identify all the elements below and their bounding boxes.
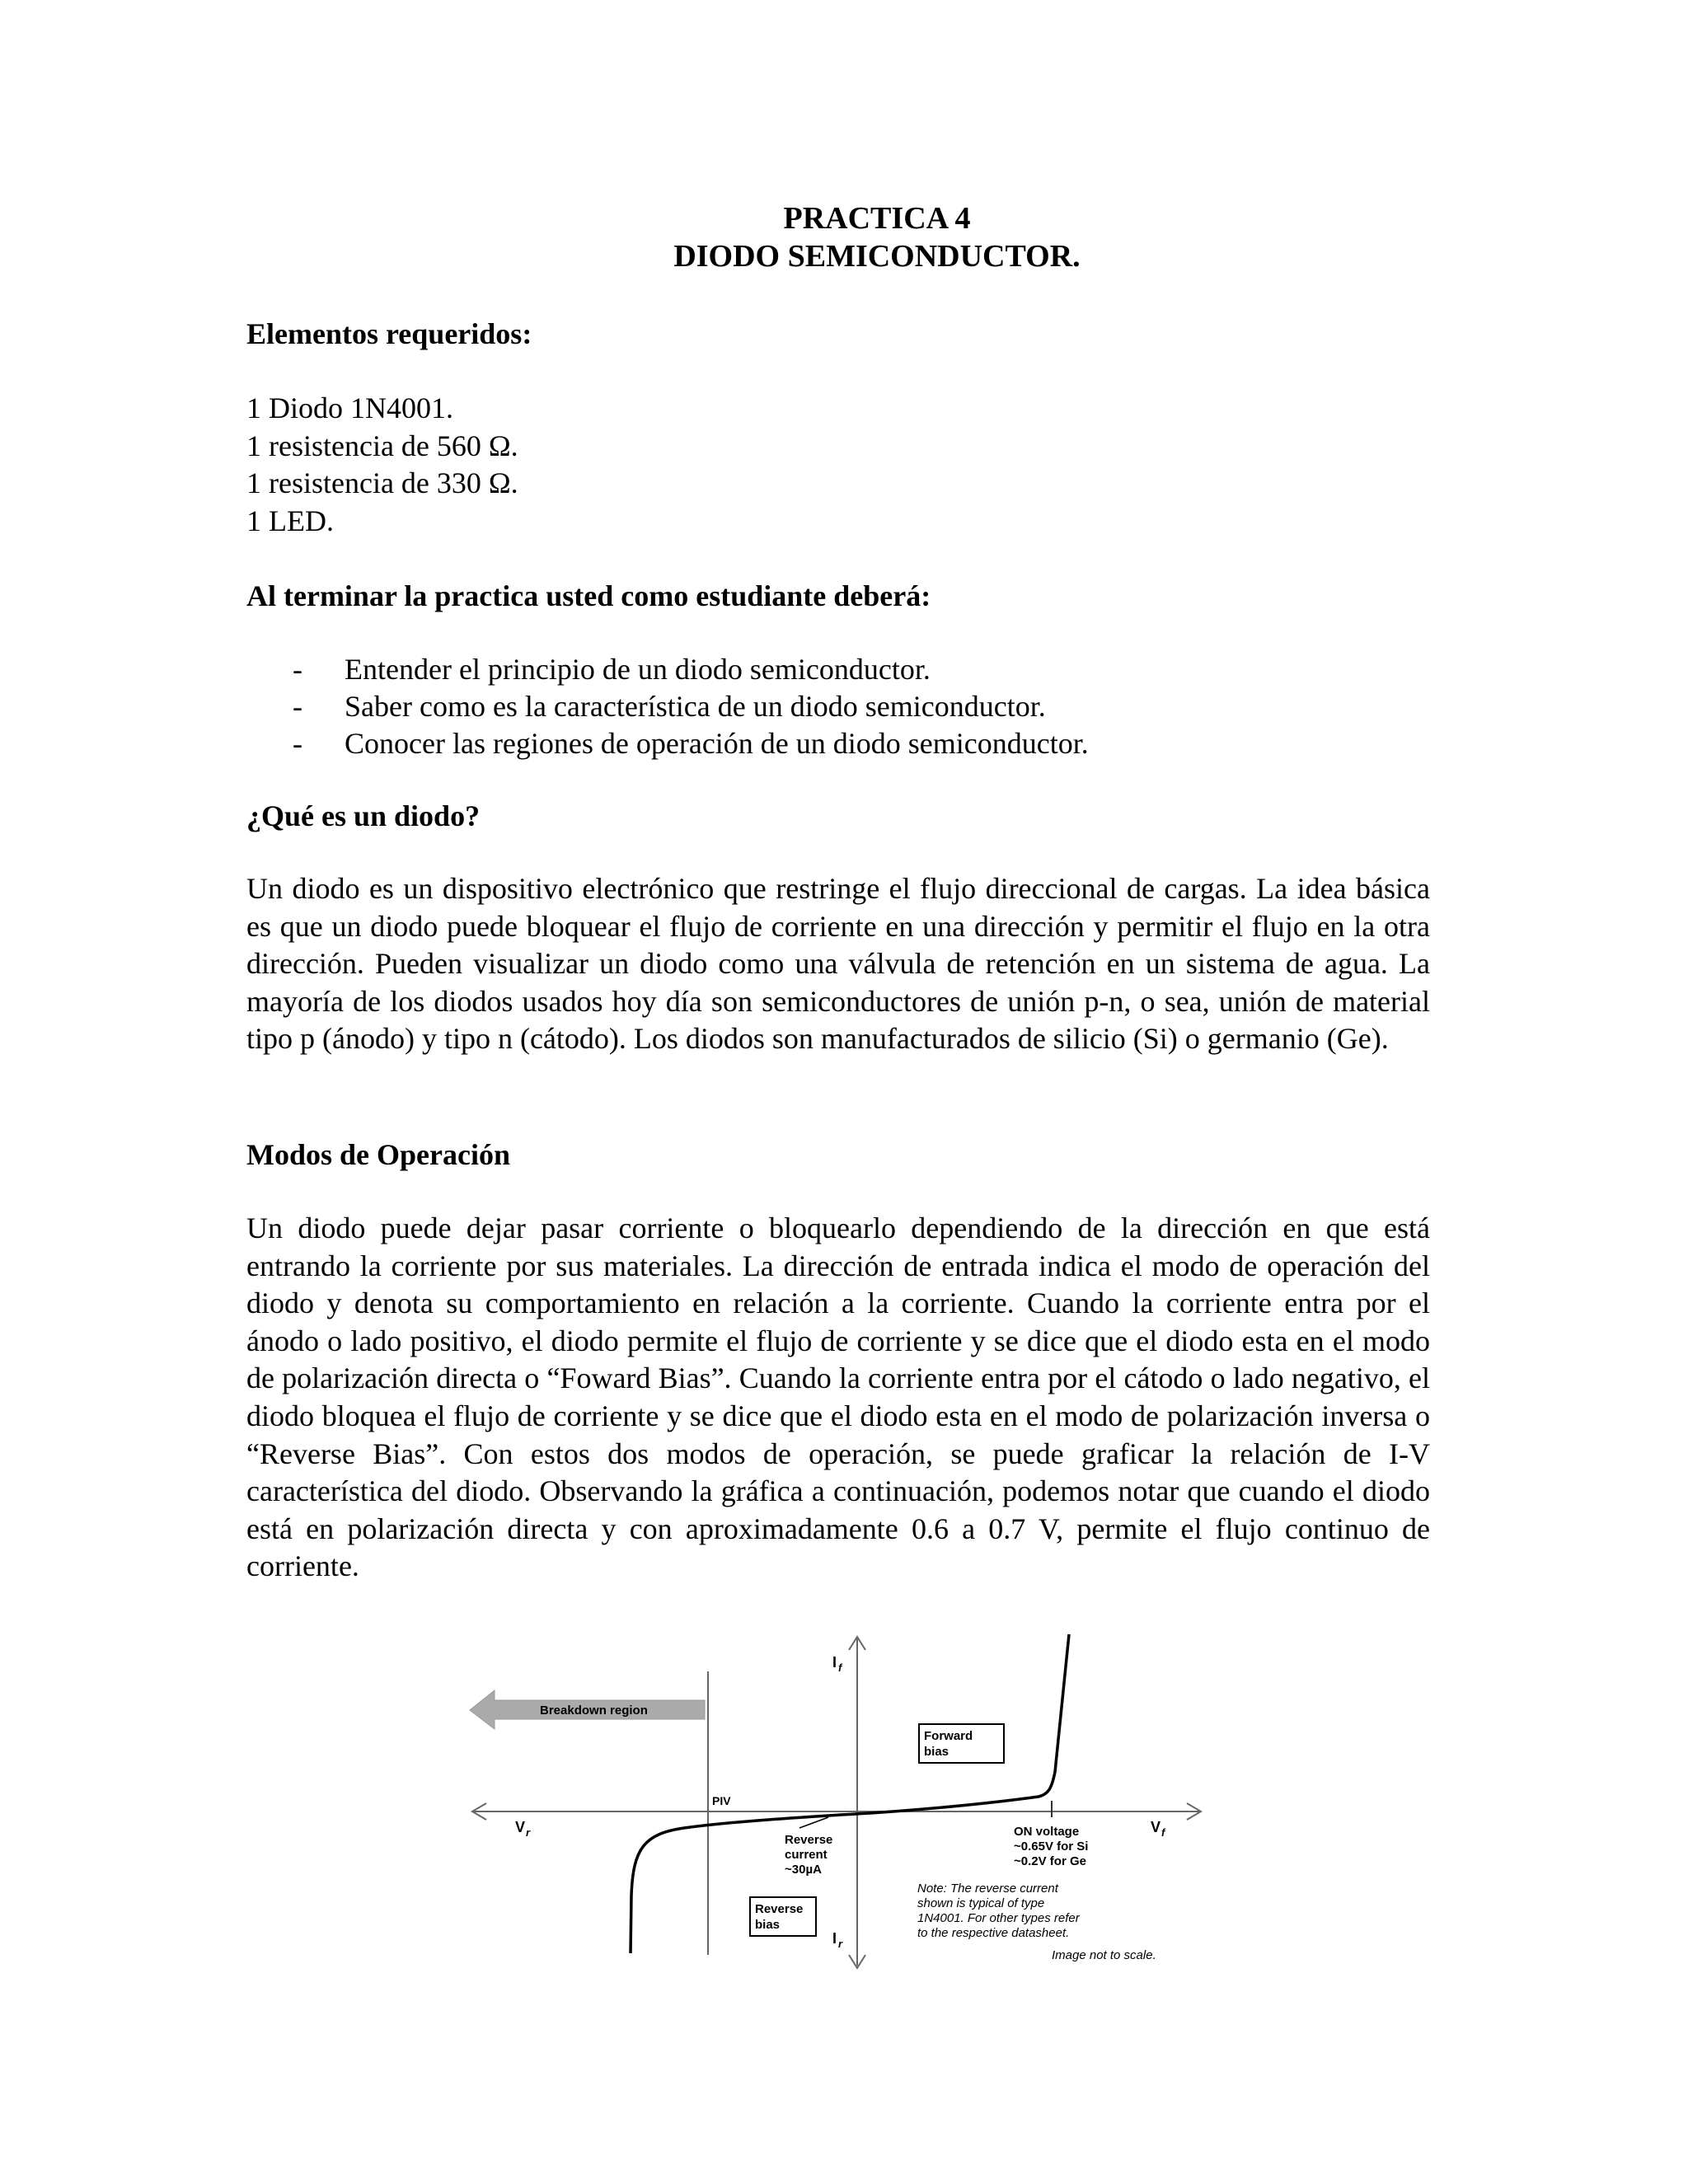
title-line-2: DIODO SEMICONDUCTOR. [673, 239, 1081, 274]
what-is-heading: ¿Qué es un diodo? [246, 799, 481, 832]
bullet-dash: - [293, 690, 302, 723]
material-item: 1 LED. [246, 504, 334, 537]
figure-note: Note: The reverse current [917, 1882, 1058, 1896]
reverse-current-pointer [799, 1817, 828, 1828]
title-line-1: PRACTICA 4 [783, 201, 971, 236]
vf-subscript: f [1161, 1826, 1165, 1839]
reverse-current-label: current [785, 1848, 828, 1862]
list-item [293, 651, 1089, 688]
material-item: 1 Diodo 1N4001. [246, 391, 453, 424]
materials-heading: Elementos requeridos: [246, 317, 532, 350]
reverse-bias-label: bias [755, 1918, 781, 1932]
piv-label: PIV [712, 1794, 731, 1807]
objectives-heading: Al terminar la practica usted como estudiante deberá: [246, 579, 931, 612]
vf-label: V [1151, 1819, 1161, 1835]
reverse-bias-label: Reverse [755, 1902, 804, 1916]
objective-text: Conocer las regiones de operación de un diodo semiconductor. [345, 727, 1089, 760]
bullet-dash: - [293, 653, 302, 686]
figure-note: shown is typical of type [917, 1896, 1045, 1910]
objective-text: Saber como es la característica de un diodo semiconductor. [345, 690, 1046, 723]
objective-text: Entender el principio de un diodo semiconductor. [345, 653, 931, 686]
on-voltage-label: ~0.2V for Ge [1014, 1854, 1086, 1868]
ir-label: I [832, 1930, 837, 1947]
ir-subscript: r [838, 1938, 843, 1950]
on-voltage-label: ON voltage [1014, 1825, 1080, 1839]
reverse-current-label: Reverse [785, 1833, 833, 1847]
material-item: 1 resistencia de 330 Ω. [246, 466, 518, 499]
material-item: 1 resistencia de 560 Ω. [246, 429, 518, 462]
modes-heading: Modos de Operación [246, 1138, 510, 1171]
on-voltage-label: ~0.65V for Si [1014, 1840, 1089, 1854]
if-label: I [832, 1654, 837, 1671]
modes-paragraph: Un diodo puede dejar pasar corriente o bloquearlo dependiendo de la dirección en que está entrando la corriente por sus materiales. La dirección de entrada indica el modo de operación del diodo y denota su comportamiento en relación a la corriente. Cuando la corriente entra por el ánodo o lado positivo, el diodo permite el flujo de corriente y se dice que el diodo esta en el modo de polarización directa o “Foward Bias”. Cuando la corriente entra por el cátodo o lado negativo, el diodo bloquea el flujo de corriente y se dice que el diodo esta en el modo de polarización inversa o “Reverse Bias”. Con estos dos modos de operación, se puede graficar la relación de I-V característica del diodo. Observando la gráfica a continuación, podemos notar que cuando el diodo está en polarización directa y con aproximadamente 0.6 a 0.7 V, permite el flujo continuo de corriente. [246, 1212, 1430, 1583]
list-item [293, 725, 1089, 762]
iv-characteristic-diagram [462, 1632, 1220, 1978]
figure-note: 1N4001. For other types refer [917, 1911, 1080, 1925]
bullet-dash: - [293, 727, 302, 760]
objectives-list [293, 651, 1089, 762]
list-item [293, 688, 1089, 725]
scale-note: Image not to scale. [1052, 1948, 1156, 1962]
if-subscript: f [838, 1661, 842, 1674]
what-is-paragraph: Un diodo es un dispositivo electrónico que restringe el flujo direccional de cargas. La idea básica es que un diodo puede bloquear el flujo de corriente en una dirección y permitir el flujo en la otra dirección. Pueden visualizar un diodo como una válvula de retención en un sistema de agua. La mayoría de los diodos usados hoy día son semiconductores de unión p-n, o sea, unión de material tipo p (ánodo) y tipo n (cátodo). Los diodos son manufacturados de silicio (Si) o germanio (Ge). [246, 872, 1430, 1056]
vr-subscript: r [526, 1826, 531, 1839]
vr-label: V [515, 1819, 526, 1835]
figure-note: to the respective datasheet. [917, 1926, 1070, 1940]
forward-bias-label: Forward [924, 1729, 973, 1743]
breakdown-label: Breakdown region [540, 1704, 648, 1718]
forward-bias-label: bias [924, 1745, 950, 1759]
reverse-current-label: ~30µA [785, 1863, 822, 1877]
